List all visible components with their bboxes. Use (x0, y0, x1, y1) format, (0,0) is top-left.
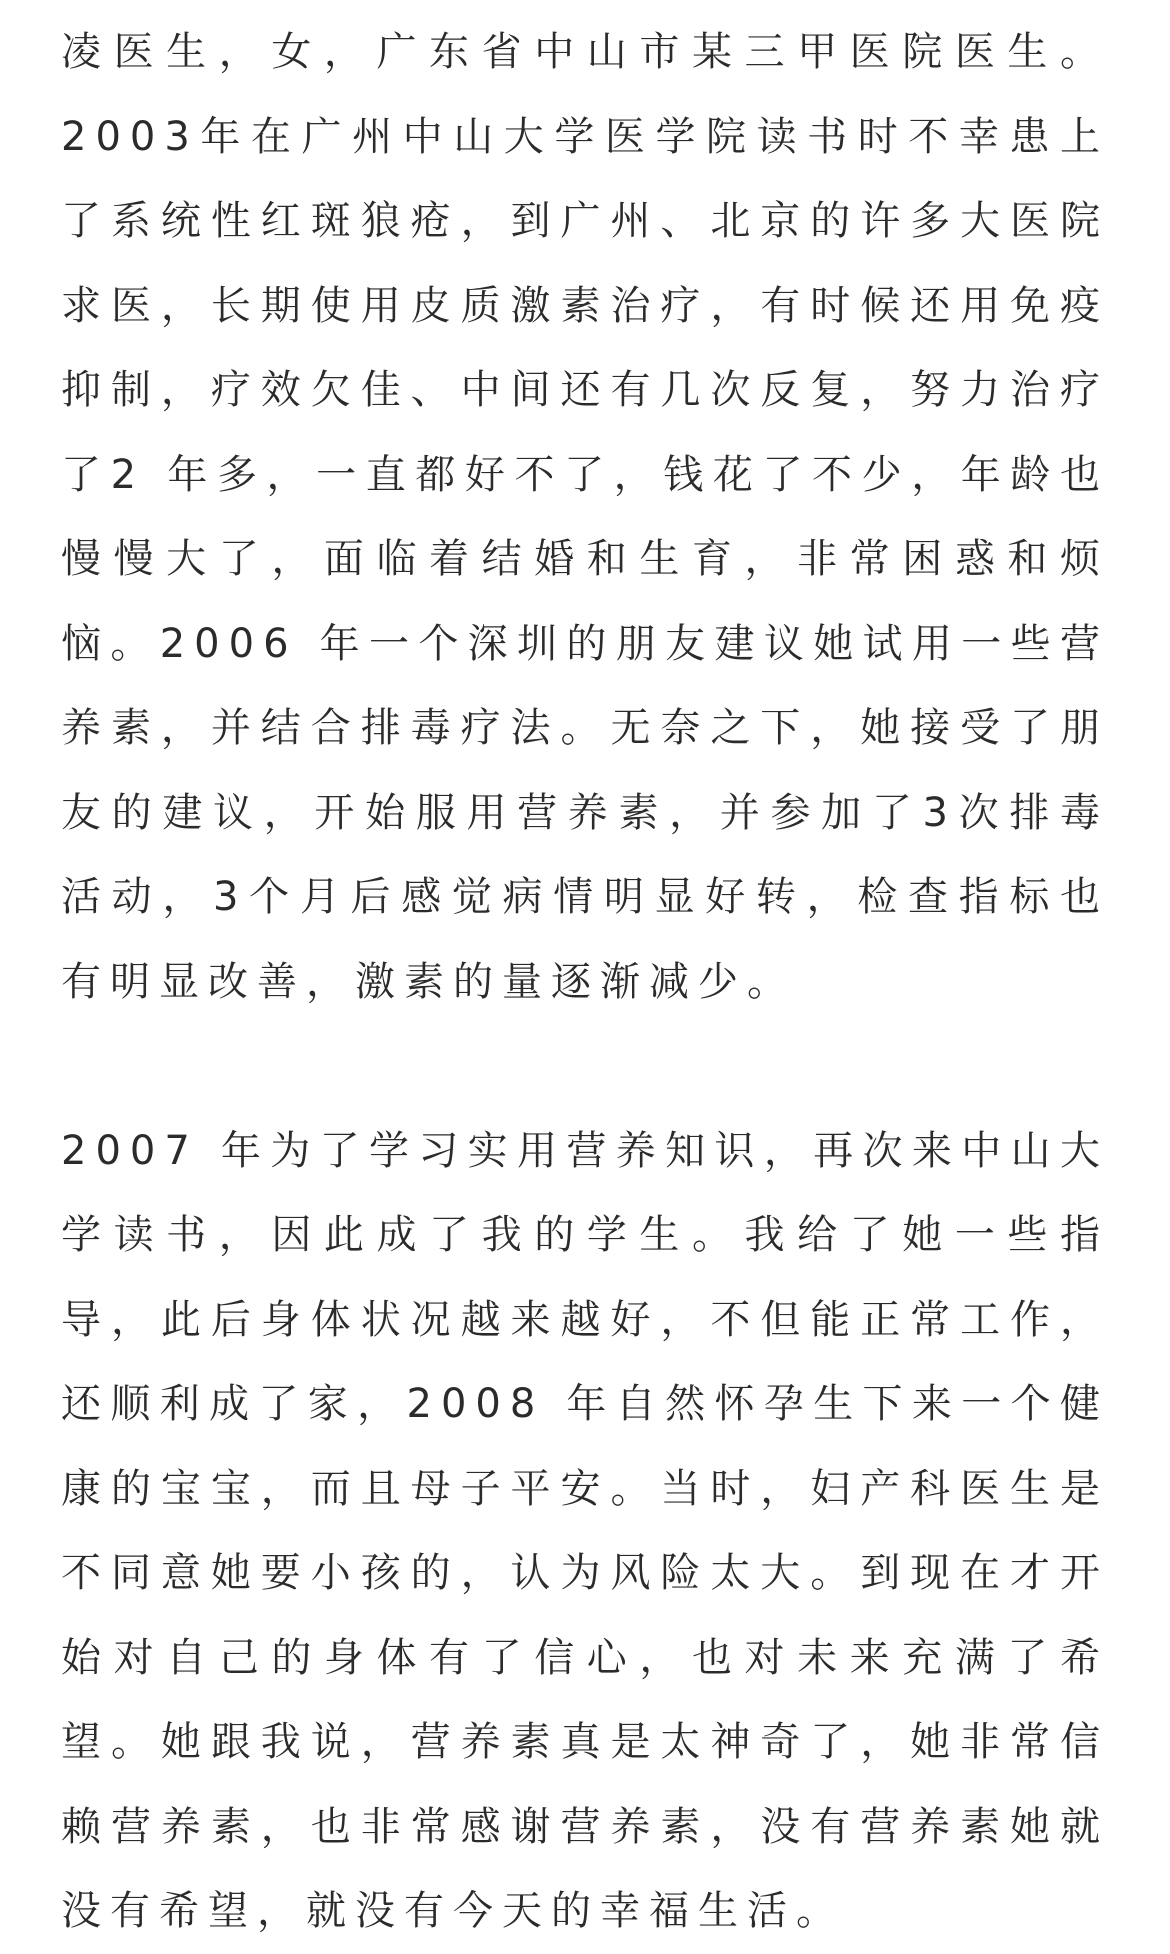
text-line: 始对自己的身体有了信心，也对未来充满了希 (61, 1634, 1109, 1681)
text-line: 望。她跟我说，营养素真是太神奇了，她非常信 (61, 1719, 1109, 1765)
text-line: 康的宝宝，而且母子平安。当时，妇产科医生是 (61, 1465, 1109, 1512)
text-line: 没有希望，就没有今天的幸福生活。 (61, 1888, 845, 1934)
text-line: 友的建议，开始服用营养素，并参加了3次排毒 (61, 789, 1109, 836)
text-line: 有明显改善，激素的量逐渐减少。 (61, 958, 796, 1005)
paragraph-gap (61, 1024, 1109, 1109)
text-line: 2007 年为了学习实用营养知识，再次来中山大 (61, 1127, 1109, 1174)
text-line: 还顺利成了家，2008 年自然怀孕生下来一个健 (61, 1381, 1109, 1427)
text-line: 导，此后身体状况越来越好，不但能正常工作， (61, 1296, 1109, 1343)
text-line: 了系统性红斑狼疮，到广州、北京的许多大医院 (61, 198, 1109, 244)
text-line: 凌医生，女，广东省中山市某三甲医院医生。 (61, 29, 1109, 75)
text-line: 了2 年多，一直都好不了，钱花了不少，年龄也 (61, 451, 1109, 498)
text-line: 恼。2006 年一个深圳的朋友建议她试用一些营 (61, 620, 1109, 667)
text-line: 抑制，疗效欠佳、中间还有几次反复，努力治疗 (61, 367, 1109, 413)
text-line: 赖营养素，也非常感谢营养素，没有营养素她就 (61, 1803, 1109, 1850)
paragraph-1 (61, 10, 1109, 1024)
text-line: 求医，长期使用皮质激素治疗，有时候还用免疫 (61, 282, 1109, 329)
text-line: 活动，3个月后感觉病情明显好转，检查指标也 (61, 874, 1109, 920)
paragraph-2 (61, 1109, 1109, 1954)
text-line: 慢慢大了，面临着结婚和生育，非常困惑和烦 (61, 536, 1109, 582)
text-line: 不同意她要小孩的，认为风险太大。到现在才开 (61, 1550, 1109, 1596)
text-line: 学读书，因此成了我的学生。我给了她一些指 (61, 1212, 1109, 1258)
article-body (61, 10, 1109, 1954)
text-line: 养素，并结合排毒疗法。无奈之下，她接受了朋 (61, 705, 1109, 751)
text-line: 2003年在广州中山大学医学院读书时不幸患上 (61, 113, 1109, 160)
